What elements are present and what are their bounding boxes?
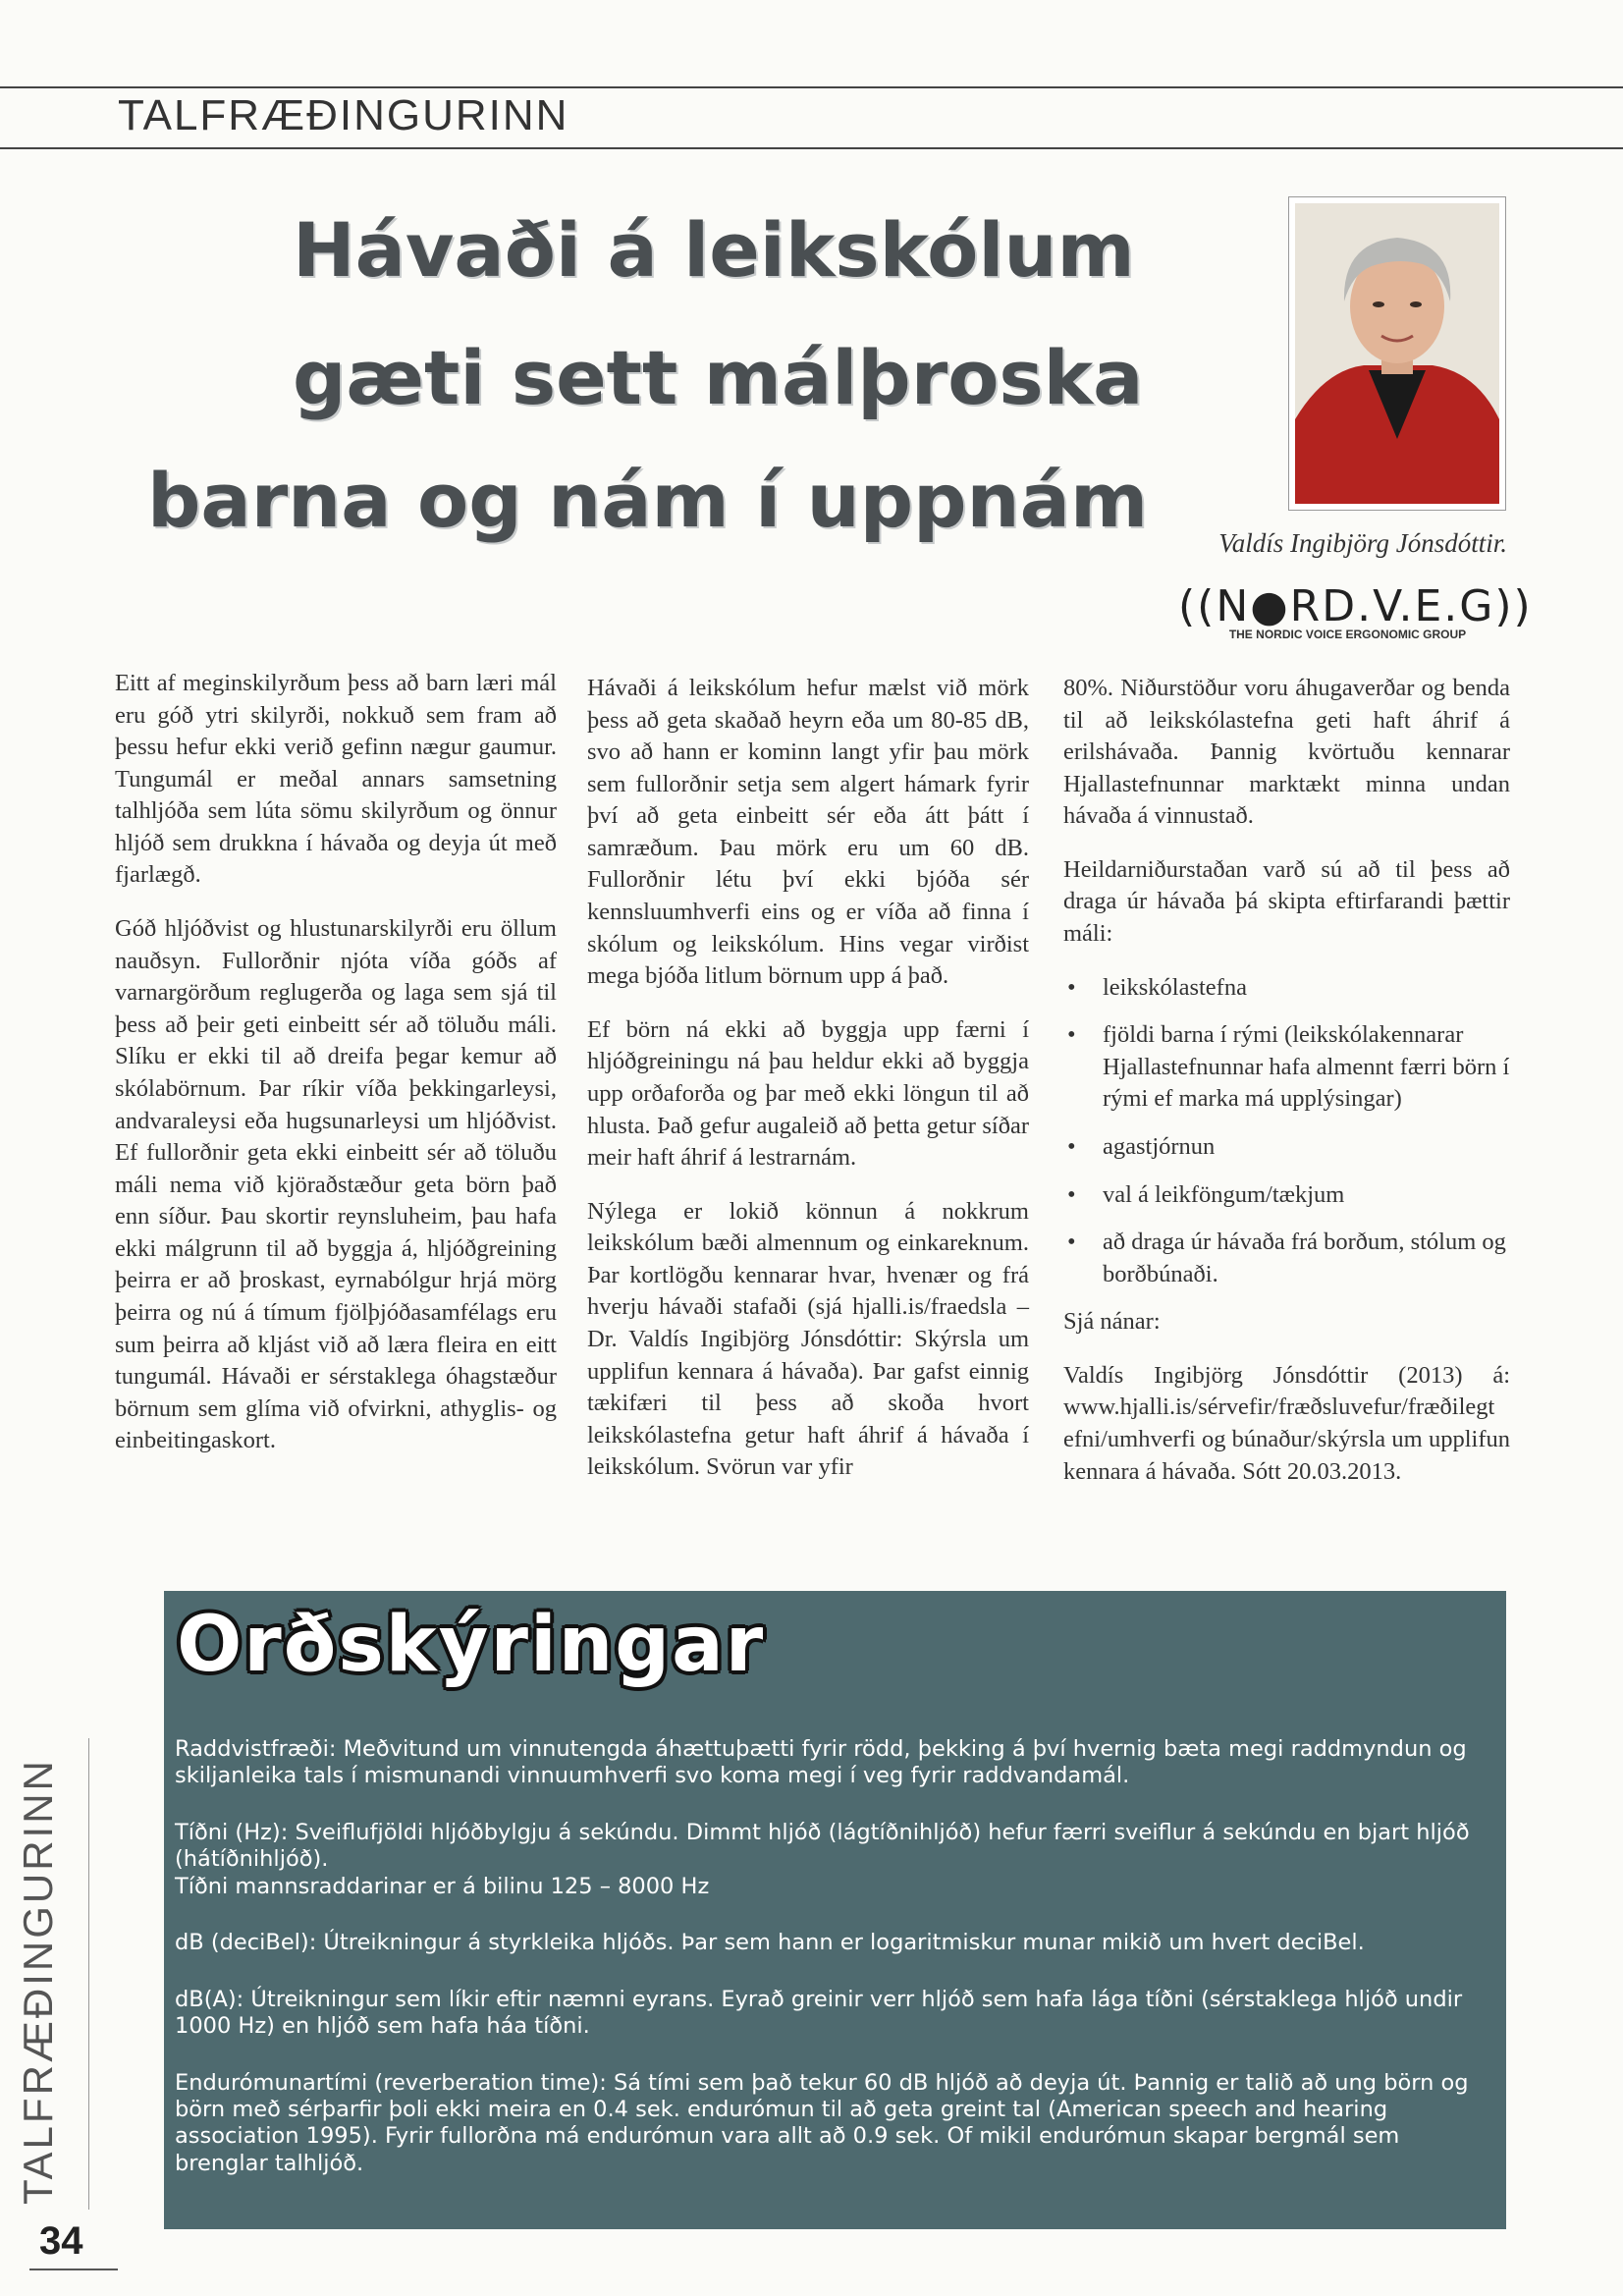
portrait-image: [1295, 203, 1499, 504]
list-item: • val á leikföngum/tækjum: [1063, 1179, 1510, 1212]
factor-list: [1063, 972, 1510, 1291]
paragraph: Nýlega er lokið könnun á nokkrum leikskólum bæði almennum og einkareknum. Þar kortlögðu kennarar hvar, hvenær og frá hverju hávaði stafaði (sjá hjalli.is/fraedsla – Dr. Valdís Ingibjörg Jónsdóttir: Skýrsla um upplifun kennara á hávaða). Þar gafst einnig tækifæri til þess að skoða hvort leikskólastefna getur haft áhrif á hávaða í leikskólum. Svörun var yfir: [587, 1197, 1029, 1481]
glossary-entry: dB(A): Útreikningur sem líkir eftir næmni eyrans. Eyrað greinir verr hljóð sem hafa lága tíðni (sérstaklega hljóð undir 1000 Hz) en hljóð sem hafa háa tíðni.: [175, 1986, 1463, 2040]
paragraph: Hávaði á leikskólum hefur mælst við mörk þess að geta skaðað heyrn eða um 80-85 dB, svo að hann er kominn langt yfir þau mörk sem fullorðnir setja sem algert hámark fyrir því að geta einbeitt sér eða átt þátt í samræðum. Þau mörk eru um 60 dB. Fullorðnir létu því ekki bjóða sér kennsluumhverfi eins og er víða að finna í skólum og leikskólum. Hins vegar virðist mega bjóða litlum börnum upp á það.: [587, 675, 1029, 990]
article-column-2: [587, 673, 1029, 1505]
list-item: • fjöldi barna í rými (leikskólakennarar Hjallastefnunnar hafa almennt færri börn í rými ef marka má upplýsingar): [1063, 1019, 1510, 1116]
side-section-label: TALFRÆÐINGURINN: [15, 1758, 61, 2205]
page-number: 34: [39, 2219, 83, 2263]
article-column-3: [1063, 673, 1510, 1509]
glossary-entry: Endurómunartími (reverberation time): Sá tími sem það tekur 60 dB hljóð að deyja út. Þannig er talið að ung börn og börn með sérþarfir þoli ekki meira en 0.4 sek. endurómun til að geta greint tal (American speech and hearing association 1995). Fyrir fullorðna má endurómun vara allt að 0.9 sek. Of mikil endurómun skapar bergmál sem brenglar talhljóð.: [175, 2069, 1469, 2176]
paragraph: Góð hljóðvist og hlustunarskilyrði eru öllum nauðsyn. Fullorðnir njóta víða góðs af varnargörðum reglugerða og laga sem sjá til þess að þeir geti einbeitt sér að töluðu máli. Slíku er ekki til að dreifa þegar kemur að skólabörnum. Þar ríkir víða þekkingarleysi, andvaraleysi eða hugsunarleysi um hljóðvist. Ef fullorðnir geta ekki einbeitt sér að töluðu máli nema við kjöraðstæður geta börn það enn síður. Þau skortir reynsluheim, þau hafa ekki málgrunn til að byggja á, hljóðgreining þeirra er að þroskast, eyrnabólgur hrjá mörg þeirra og nú á tímum fjölþjóðasamfélags eru sum þeirra að kljást við að læra fleira en eitt tungumál. Hávaði er sérstaklega óhagstæður börnum sem glíma við ofvirkni, athyglis- og einbeitingaskort.: [115, 915, 557, 1454]
glossary-entry: Raddvistfræði: Meðvitund um vinnutengda áhættuþætti fyrir rödd, þekking á því hvernig bæta megi raddmyndun og skiljanleika tals í mismunandi vinnuumhverfi svo koma megi í veg fyrir raddvandamál.: [175, 1736, 1467, 1789]
glossary-entry: Tíðni (Hz): Sveiflufjöldi hljóðbylgju á sekúndu. Dimmt hljóð (lágtíðnihljóð) hefur færri sveiflur á sekúndu en bjart hljóð (hátíðnihljóð).: [175, 1819, 1470, 1873]
list-item: • að draga úr hávaða frá borðum, stólum og borðbúnaði.: [1063, 1227, 1510, 1290]
nordveg-logo: [1178, 581, 1533, 641]
author-photo: [1288, 196, 1506, 511]
list-item: • agastjórnun: [1063, 1131, 1510, 1164]
page-number-rule: [29, 2269, 118, 2270]
logo-wordmark: ((N●RD.V.E.G)): [1178, 581, 1533, 631]
paragraph: Ef börn ná ekki að byggja upp færni í hljóðgreiningu ná þau heldur ekki að byggja upp orðaforða og þar með ekki löngun til að hlusta. Það gefur augaleið að þetta getur síðar meir haft áhrif á lestrarnám.: [587, 1015, 1029, 1172]
glossary-entry: dB (deciBel): Útreikningur á styrkleika hljóðs. Þar sem hann er logaritmiskur munar mikið um hvert deciBel.: [175, 1930, 1365, 1956]
side-rule: [88, 1738, 89, 2210]
article-column-1: [115, 668, 557, 1479]
paragraph: Heildarniðurstaðan varð sú að til þess að draga úr hávaða þá skipta eftirfarandi þættir máli:: [1063, 855, 1510, 948]
list-item: • leikskólastefna: [1063, 972, 1510, 1005]
article-title-line-1: Hávaði á leikskólum: [293, 206, 1135, 294]
paragraph: 80%. Niðurstöður voru áhugaverðar og benda til að leikskólastefna geti haft áhrif á erilshávaða. Þannig kvörtuðu kennarar Hjallastefnunnar marktækt minna undan hávaða á vinnustað.: [1063, 675, 1510, 830]
logo-tagline: THE NORDIC VOICE ERGONOMIC GROUP: [1228, 628, 1467, 641]
photo-caption: Valdís Ingibjörg Jónsdóttir.: [1218, 528, 1507, 558]
section-label: TALFRÆÐINGURINN: [118, 91, 569, 139]
article-title-line-2: gæti sett málþroska: [293, 334, 1144, 421]
glossary-entries: [175, 1736, 1471, 2207]
glossary-title: Orðskýringar: [177, 1601, 766, 1689]
paragraph: Eitt af meginskilyrðum þess að barn læri mál eru góð ytri skilyrði, nokkuð sem fram að þessu hefur ekki verið gefinn nægur gaumur. Tungumál er meðal annars samsetning talhljóða sem lúta sömu skilyrðum og önnur hljóð sem drukkna í hávaða og deyja út með fjarlægð.: [115, 670, 557, 889]
header-rule-bottom: [0, 147, 1623, 149]
glossary-entry: Tíðni mannsraddarinar er á bilinu 125 – 8000 Hz: [175, 1873, 710, 1899]
article-title-line-3: barna og nám í uppnám: [147, 457, 1149, 544]
paragraph: Sjá nánar:: [1063, 1308, 1161, 1336]
reference: Valdís Ingibjörg Jónsdóttir (2013) á: www.hjalli.is/sérvefir/fræðsluvefur/fræðilegt efni/umhverfi og búnaður/skýrsla um upplifun kennara á hávaða. Sótt 20.03.2013.: [1063, 1361, 1510, 1485]
header-rule-top: [0, 86, 1623, 88]
